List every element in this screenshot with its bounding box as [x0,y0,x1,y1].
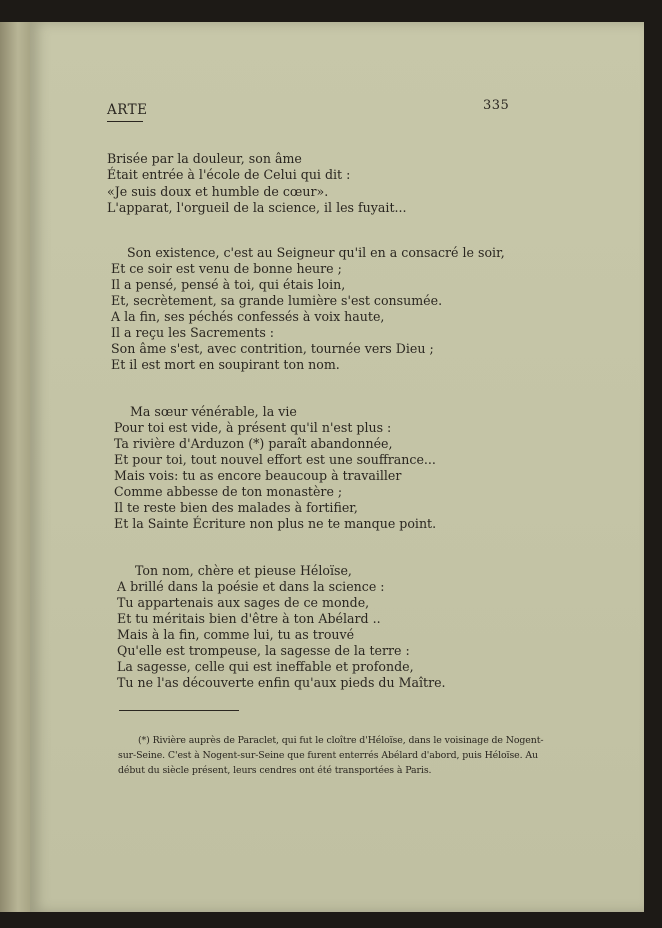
poem-line: Ta rivière d'Arduzon (*) paraît abandonnée, [114,436,393,451]
footnote-separator [119,710,239,711]
poem-line: Et la Sainte Écriture non plus ne te manque point. [114,516,437,531]
poem-line: Mais à la fin, comme lui, tu as trouvé [117,627,355,642]
running-head-underline [107,121,143,122]
poem-line: A brillé dans la poésie et dans la science : [117,579,385,594]
poem-line: Ma sœur vénérable, la vie [130,404,297,419]
running-head-text: ARTE [107,102,148,118]
poem-line: Mais vois: tu as encore beaucoup à travailler [114,468,402,483]
poem-line: Il a reçu les Sacrements : [111,325,275,340]
poem-line: Et pour toi, tout nouvel effort est une souffrance... [114,452,436,467]
poem-line: Il a pensé, pensé à toi, qui étais loin, [111,277,346,292]
poem-line: Tu appartenais aux sages de ce monde, [117,595,370,610]
poem-line: Brisée par la douleur, son âme [107,151,302,166]
page-number: 335 [483,98,510,113]
poem-line: A la fin, ses péchés confessés à voix haute, [111,309,385,324]
footnote-line: (*) Rivière auprès de Paraclet, qui fut le cloître d'Héloïse, dans le voisinage de Nogent- [138,735,544,746]
facing-page-edge [0,22,31,912]
poem-line: Tu ne l'as découverte enfin qu'aux pieds du Maître. [117,675,446,690]
poem-line: Comme abbesse de ton monastère ; [114,484,343,499]
poem-line: La sagesse, celle qui est ineffable et profonde, [117,659,414,674]
poem-line: L'apparat, l'orgueil de la science, il les fuyait... [107,200,407,215]
poem-line: Et tu méritais bien d'être à ton Abélard .. [117,611,381,626]
poem-line: Était entrée à l'école de Celui qui dit : [107,167,351,182]
poem-line: Et il est mort en soupirant ton nom. [111,357,340,372]
poem-line: Et ce soir est venu de bonne heure ; [111,261,342,276]
poem-line: Il te reste bien des malades à fortifier, [114,500,358,515]
footnote-line: sur-Seine. C'est à Nogent-sur-Seine que furent enterrés Abélard d'abord, puis Héloïse. Au [118,750,538,761]
poem-line: Et, secrètement, sa grande lumière s'est consumée. [111,293,443,308]
poem-line: Pour toi est vide, à présent qu'il n'est plus : [114,420,392,435]
poem-line: Son existence, c'est au Seigneur qu'il en a consacré le soir, [127,245,505,260]
poem-line: Ton nom, chère et pieuse Héloïse, [135,563,352,578]
poem-line: Qu'elle est trompeuse, la sagesse de la terre : [117,643,410,658]
book-page [30,22,644,912]
poem-line: «Je suis doux et humble de cœur». [107,184,329,199]
running-head [107,102,148,118]
footnote-line: début du siècle présent, leurs cendres ont été transportées à Paris. [118,765,432,776]
poem-line: Son âme s'est, avec contrition, tournée vers Dieu ; [111,341,434,356]
